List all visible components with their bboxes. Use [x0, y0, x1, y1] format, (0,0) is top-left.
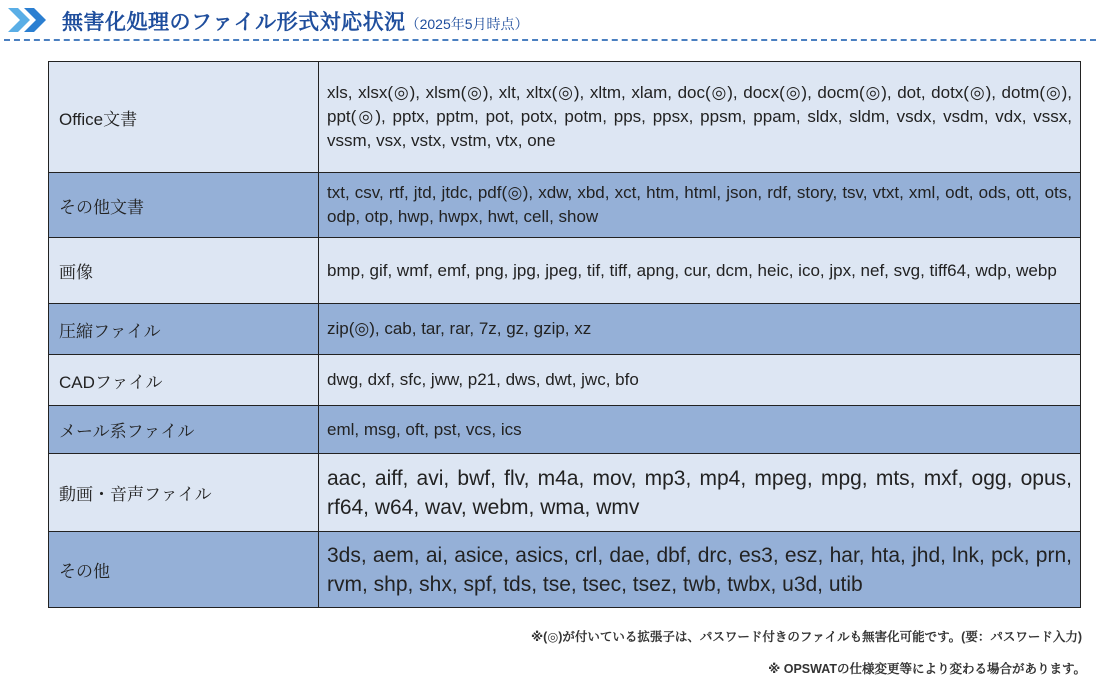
category-cell: 動画・音声ファイル: [49, 454, 319, 532]
extensions-cell: bmp, gif, wmf, emf, png, jpg, jpeg, tif, tiff, apng, cur, dcm, heic, ico, jpx, nef, svg, tiff64, wdp, webp: [319, 238, 1081, 304]
extensions-cell: 3ds, aem, ai, asice, asics, crl, dae, dbf, drc, es3, esz, har, hta, jhd, lnk, pck, prn, rvm, shp, shx, spf, tds, tse, tsec, tsez, twb, twbx, u3d, utib: [319, 532, 1081, 608]
category-cell: CADファイル: [49, 355, 319, 406]
table-row: [49, 62, 1081, 173]
page-header: [0, 0, 1100, 44]
category-cell: その他文書: [49, 173, 319, 238]
table-row: [49, 355, 1081, 406]
category-cell: Office文書: [49, 62, 319, 173]
extensions-cell: xls, xlsx(◎), xlsm(◎), xlt, xltx(◎), xltm, xlam, doc(◎), docx(◎), docm(◎), dot, dotx(◎), dotm(◎), ppt(◎), pptx, pptm, pot, potx, potm, pps, ppsx, ppsm, ppam, sldx, sldm, vsdx, vsdm, vdx, vssx, vssm, vsx, vstx, vstm, vtx, one: [319, 62, 1081, 173]
double-chevron-right-icon: [8, 6, 54, 39]
table-row: [49, 304, 1081, 355]
table-row: [49, 454, 1081, 532]
file-format-table: [48, 61, 1081, 608]
footnote-spec-change: ※ OPSWATの仕様変更等により変わる場合があります。: [768, 662, 1086, 676]
page-title-text: 無害化処理のファイル形式対応状況: [62, 11, 406, 34]
table-row: [49, 532, 1081, 608]
table-row: [49, 406, 1081, 454]
page-title: [62, 6, 529, 36]
table-row: [49, 238, 1081, 304]
category-cell: 圧縮ファイル: [49, 304, 319, 355]
page-title-date: （2025年5月時点）: [405, 16, 529, 32]
extensions-cell: aac, aiff, avi, bwf, flv, m4a, mov, mp3, mp4, mpeg, mpg, mts, mxf, ogg, opus, rf64, w64, wav, webm, wma, wmv: [319, 454, 1081, 532]
category-cell: メール系ファイル: [49, 406, 319, 454]
category-cell: その他: [49, 532, 319, 608]
extensions-cell: eml, msg, oft, pst, vcs, ics: [319, 406, 1081, 454]
footnote-password: ※(◎)が付いている拡張子は、パスワード付きのファイルも無害化可能です。(要：パスワード入力): [531, 630, 1082, 644]
extensions-cell: zip(◎), cab, tar, rar, 7z, gz, gzip, xz: [319, 304, 1081, 355]
extensions-cell: txt, csv, rtf, jtd, jtdc, pdf(◎), xdw, xbd, xct, htm, html, json, rdf, story, tsv, vtxt, xml, odt, ods, ott, ots, odp, otp, hwp, hwpx, hwt, cell, show: [319, 173, 1081, 238]
table-row: [49, 173, 1081, 238]
header-divider: [4, 39, 1096, 41]
category-cell: 画像: [49, 238, 319, 304]
extensions-cell: dwg, dxf, sfc, jww, p21, dws, dwt, jwc, bfo: [319, 355, 1081, 406]
